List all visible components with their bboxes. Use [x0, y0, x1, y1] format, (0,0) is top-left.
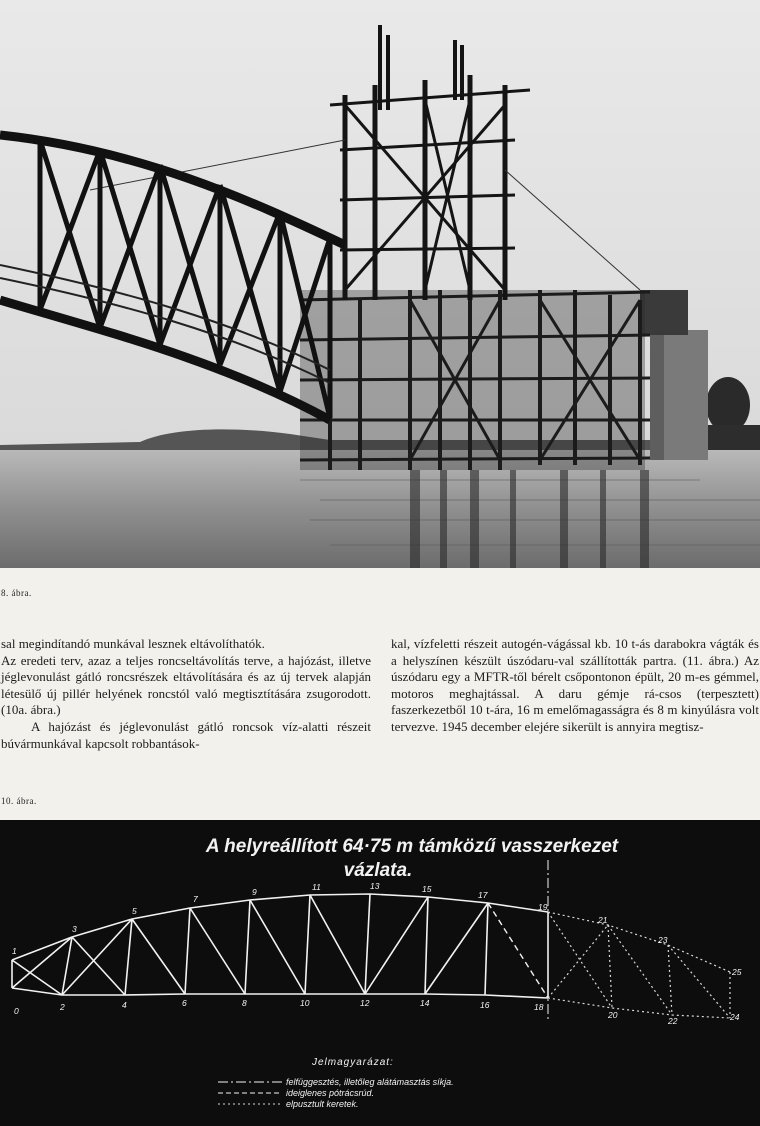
node-label: 2 [60, 1002, 65, 1012]
node-label: 9 [252, 887, 257, 897]
node-label: 14 [420, 998, 430, 1008]
node-label: 4 [122, 1000, 127, 1010]
text-column-right [391, 636, 759, 736]
node-label: 24 [730, 1012, 740, 1022]
figure-10-caption: 10. ábra. [1, 796, 37, 806]
sketch-title: A helyreállított 64·75 m támközű vasszerkezet [205, 836, 619, 857]
node-label: 21 [598, 915, 608, 925]
node-label: 0 [14, 1006, 19, 1016]
node-label: 25 [732, 967, 742, 977]
text-column-left [1, 636, 371, 752]
legend-item: elpusztult keretek. [286, 1099, 359, 1109]
node-label: 5 [132, 906, 137, 916]
node-label: 3 [72, 924, 77, 934]
truss-sketch [0, 820, 760, 1126]
sketch-subtitle: vázlata. [343, 860, 413, 881]
node-label: 16 [480, 1000, 490, 1010]
node-label: 17 [478, 890, 488, 900]
legend-item: felfüggesztés, illetőleg alátámasztás síkja. [286, 1077, 454, 1087]
node-label: 12 [360, 998, 370, 1008]
paragraph: sal megindítandó munkával lesznek eltávolíthatók. [1, 636, 265, 651]
truss-existing [12, 894, 548, 998]
legend-title: Jelmagyarázat: [312, 1057, 394, 1068]
node-label: 19 [538, 902, 548, 912]
paragraph: Az eredeti terv, azaz a teljes roncseltávolítás terve, a hajózást, illetve jéglevonulást gátló roncsrészek eltávolítására és az új tervek alapján létesülő új pillér helyének roncstól való megtisztítására zsugorodott. (10a. ábra.) [1, 652, 371, 718]
node-label: 7 [193, 894, 198, 904]
node-label: 1 [12, 946, 17, 956]
node-label: 13 [370, 881, 380, 891]
node-label: 22 [668, 1016, 678, 1026]
paragraph: A hajózást és jéglevonulást gátló roncsok víz-alatti részeit búvármunkával kapcsolt robbantások- [1, 718, 371, 751]
node-label: 11 [312, 882, 321, 892]
truss-destroyed [548, 912, 730, 1018]
legend-item: ideiglenes pótrácsrúd. [286, 1088, 375, 1098]
figure-8-caption: 8. ábra. [1, 588, 32, 598]
node-label: 15 [422, 884, 432, 894]
node-label: 6 [182, 998, 187, 1008]
node-label: 8 [242, 998, 247, 1008]
node-label: 10 [300, 998, 310, 1008]
paragraph: kal, vízfeletti részeit autogén-vágással kb. 10 t-ás darabokra vágták és a helyszínen készült úszódaru-val szállították partra. (11. ábra.) Az úszódaru egy a MFTR-től bérelt csőpontonon épült, 20 m-es gémmel, motoros meghajtással. A daru gémje rá-csos (terpesztett) faszerkezetből 10 t-ára, 16 m emelőmagasságra és 8 m kinyúlásra volt tervezve. 1945 december elejére sikerült is annyira megtisz- [391, 636, 759, 734]
node-label: 20 [608, 1010, 618, 1020]
node-label: 23 [658, 935, 668, 945]
node-label: 18 [534, 1002, 544, 1012]
temporary-bar [488, 903, 548, 998]
